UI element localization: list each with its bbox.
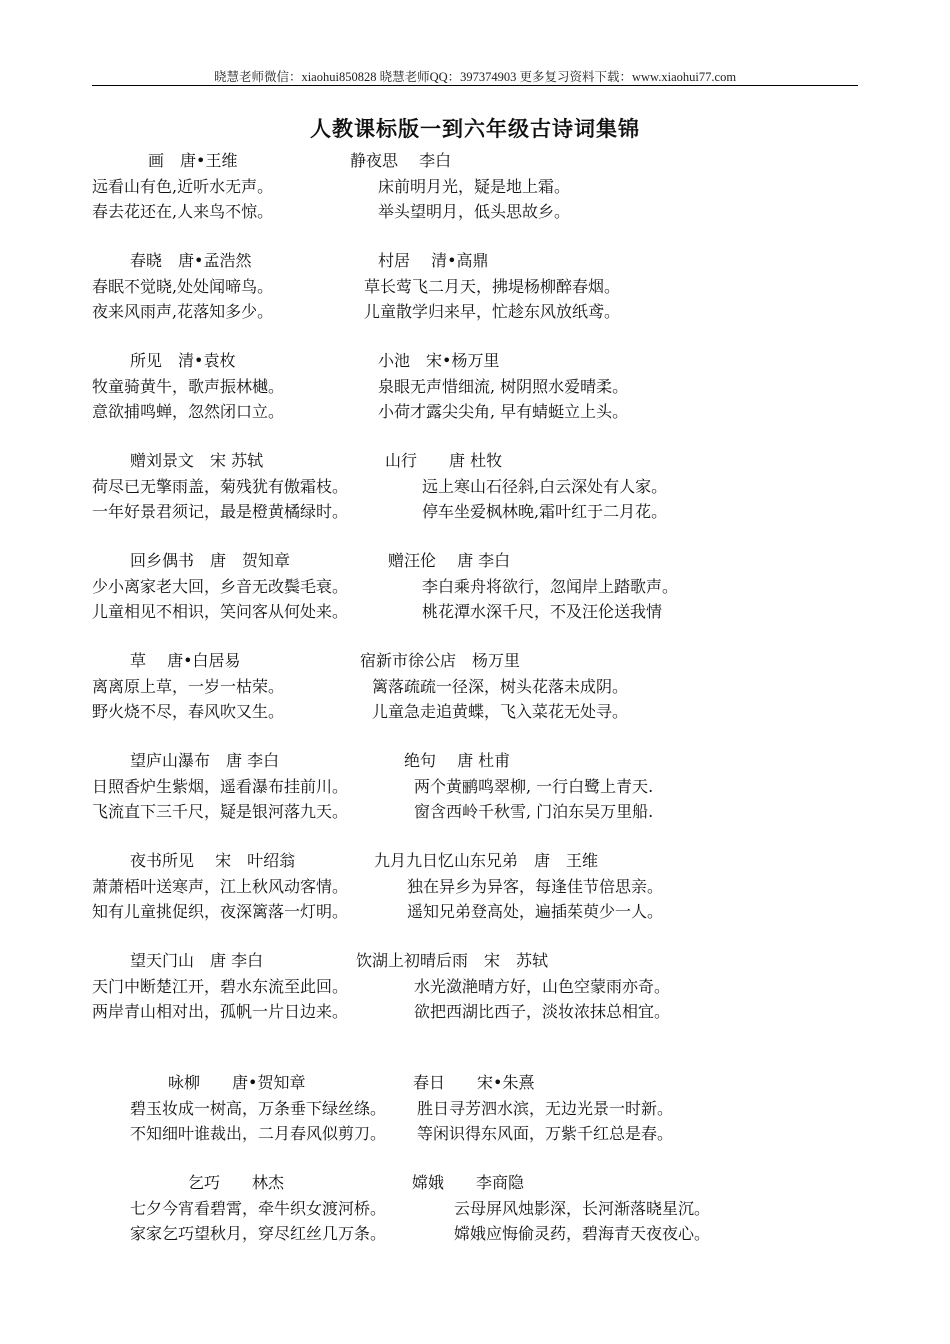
poem-heading: 宿新市徐公店 杨万里 bbox=[360, 651, 521, 670]
poem-line: 遥知兄弟登高处，遍插茱萸少一人。 bbox=[407, 902, 664, 921]
poem-line: 日照香炉生紫烟，遥看瀑布挂前川。 bbox=[92, 776, 349, 796]
poem-heading: 乞巧 林杰 bbox=[188, 1173, 285, 1192]
page-header: 晓慧老师微信：xiaohui850828 晓慧老师QQ：397374903 更多复习资料下载：www.xiaohui77.com bbox=[213, 70, 737, 84]
poem-line: 一年好景君须记，最是橙黄橘绿时。 bbox=[92, 502, 349, 521]
poem-line: 等闲识得东风面，万紫千红总是春。 bbox=[417, 1124, 674, 1143]
poem-line: 嫦娥应悔偷灵药，碧海青天夜夜心。 bbox=[454, 1224, 711, 1243]
poem-heading: 咏柳 唐•贺知章 bbox=[168, 1073, 306, 1092]
poem-line: 两岸青山相对出，孤帆一片日边来。 bbox=[92, 1002, 349, 1021]
poem-line: 飞流直下三千尺，疑是银河落九天。 bbox=[92, 802, 349, 821]
poem-line: 儿童急走追黄蝶，飞入菜花无处寻。 bbox=[372, 702, 629, 721]
poem-heading: 画 唐•王维 bbox=[148, 151, 238, 170]
poem-heading: 望庐山瀑布 唐 李白 bbox=[130, 751, 280, 770]
poem-line: 不知细叶谁裁出，二月春风似剪刀。 bbox=[130, 1124, 387, 1143]
poem-row bbox=[0, 1170, 950, 1250]
poem-line: 儿童散学归来早，忙趁东风放纸鸢。 bbox=[364, 302, 621, 321]
poem-heading: 赠汪伦 唐 李白 bbox=[388, 551, 511, 570]
poem-heading: 九月九日忆山东兄弟 唐 王维 bbox=[374, 851, 599, 870]
poem-line: 野火烧不尽，春风吹又生。 bbox=[92, 702, 285, 721]
poem-line: 水光潋滟晴方好，山色空蒙雨亦奇。 bbox=[414, 976, 671, 996]
poem-line: 七夕今宵看碧霄，牵牛织女渡河桥。 bbox=[130, 1198, 387, 1218]
poem-line: 远上寒山石径斜,白云深处有人家。 bbox=[422, 476, 668, 496]
poem-heading: 绝句 唐 杜甫 bbox=[404, 751, 511, 770]
poem-row bbox=[0, 348, 950, 428]
poem-line: 儿童相见不相识，笑问客从何处来。 bbox=[92, 602, 349, 621]
poem-heading: 静夜思 李白 bbox=[350, 151, 452, 170]
poem-heading: 春晓 唐•孟浩然 bbox=[130, 251, 252, 270]
poem-line: 草长莺飞二月天，拂堤杨柳醉春烟。 bbox=[364, 276, 621, 296]
poem-heading: 村居 清•高鼎 bbox=[378, 251, 489, 270]
poem-line: 夜来风雨声,花落知多少。 bbox=[92, 302, 274, 321]
poem-line: 窗含西岭千秋雪, 门泊东吴万里船. bbox=[414, 802, 654, 821]
poem-line: 独在异乡为异客，每逢佳节倍思亲。 bbox=[407, 876, 664, 896]
poem-line: 欲把西湖比西子，淡妆浓抹总相宜。 bbox=[414, 1002, 671, 1021]
poem-heading: 饮湖上初晴后雨 宋 苏轼 bbox=[356, 951, 549, 970]
poem-line: 篱落疏疏一径深，树头花落未成阴。 bbox=[372, 676, 629, 696]
poem-row bbox=[0, 1070, 950, 1150]
poem-row bbox=[0, 248, 950, 328]
poem-line: 牧童骑黄牛，歌声振林樾。 bbox=[92, 376, 285, 396]
poem-line: 萧萧梧叶送寒声，江上秋风动客情。 bbox=[92, 876, 349, 896]
poem-row bbox=[0, 948, 950, 1028]
poem-heading: 小池 宋•杨万里 bbox=[378, 351, 500, 370]
poem-heading: 赠刘景文 宋 苏轼 bbox=[130, 451, 264, 470]
document-title: 人教课标版一到六年级古诗词集锦 bbox=[310, 116, 640, 141]
poem-row bbox=[0, 148, 950, 228]
poem-line: 远看山有色,近听水无声。 bbox=[92, 176, 274, 196]
poem-line: 知有儿童挑促织，夜深篱落一灯明。 bbox=[92, 902, 349, 921]
poem-heading: 山行 唐 杜牧 bbox=[385, 451, 503, 470]
poem-line: 春去花还在,人来鸟不惊。 bbox=[92, 202, 274, 221]
poem-line: 意欲捕鸣蝉，忽然闭口立。 bbox=[92, 402, 285, 421]
poem-row bbox=[0, 648, 950, 728]
poem-line: 停车坐爱枫林晚,霜叶红于二月花。 bbox=[422, 502, 668, 521]
poem-line: 桃花潭水深千尺，不及汪伦送我情 bbox=[422, 602, 663, 621]
poem-row bbox=[0, 548, 950, 628]
poem-line: 天门中断楚江开，碧水东流至此回。 bbox=[92, 976, 349, 996]
poem-heading: 嫦娥 李商隐 bbox=[412, 1173, 525, 1192]
poem-heading: 所见 清•袁枚 bbox=[130, 351, 236, 370]
poem-line: 春眠不觉晓,处处闻啼鸟。 bbox=[92, 276, 274, 296]
poem-line: 荷尽已无擎雨盖，菊残犹有傲霜枝。 bbox=[92, 476, 349, 496]
header-divider bbox=[92, 85, 858, 86]
poem-row bbox=[0, 748, 950, 828]
poem-line: 离离原上草，一岁一枯荣。 bbox=[92, 676, 285, 696]
poem-line: 胜日寻芳泗水滨，无边光景一时新。 bbox=[417, 1098, 674, 1118]
poem-heading: 草 唐•白居易 bbox=[130, 651, 241, 670]
poem-line: 云母屏风烛影深，长河渐落晓星沉。 bbox=[454, 1198, 711, 1218]
poem-row bbox=[0, 848, 950, 928]
poem-heading: 回乡偶书 唐 贺知章 bbox=[130, 551, 291, 570]
poem-heading: 望天门山 唐 李白 bbox=[130, 951, 264, 970]
poem-row bbox=[0, 448, 950, 528]
poem-line: 李白乘舟将欲行，忽闻岸上踏歌声。 bbox=[422, 576, 679, 596]
poem-line: 泉眼无声惜细流, 树阴照水爱晴柔。 bbox=[378, 376, 629, 396]
poem-line: 小荷才露尖尖角, 早有蜻蜓立上头。 bbox=[378, 402, 629, 421]
poem-line: 举头望明月，低头思故乡。 bbox=[378, 202, 571, 221]
poem-line: 碧玉妆成一树高，万条垂下绿丝绦。 bbox=[130, 1098, 387, 1118]
poem-heading: 春日 宋•朱熹 bbox=[413, 1073, 535, 1092]
poem-line: 家家乞巧望秋月，穿尽红丝几万条。 bbox=[130, 1224, 387, 1243]
poem-line: 床前明月光，疑是地上霜。 bbox=[378, 176, 571, 196]
poem-line: 少小离家老大回，乡音无改鬓毛衰。 bbox=[92, 576, 349, 596]
poem-line: 两个黄鹂鸣翠柳, 一行白鹭上青天. bbox=[414, 776, 654, 796]
poem-heading: 夜书所见 宋 叶绍翁 bbox=[130, 851, 296, 870]
